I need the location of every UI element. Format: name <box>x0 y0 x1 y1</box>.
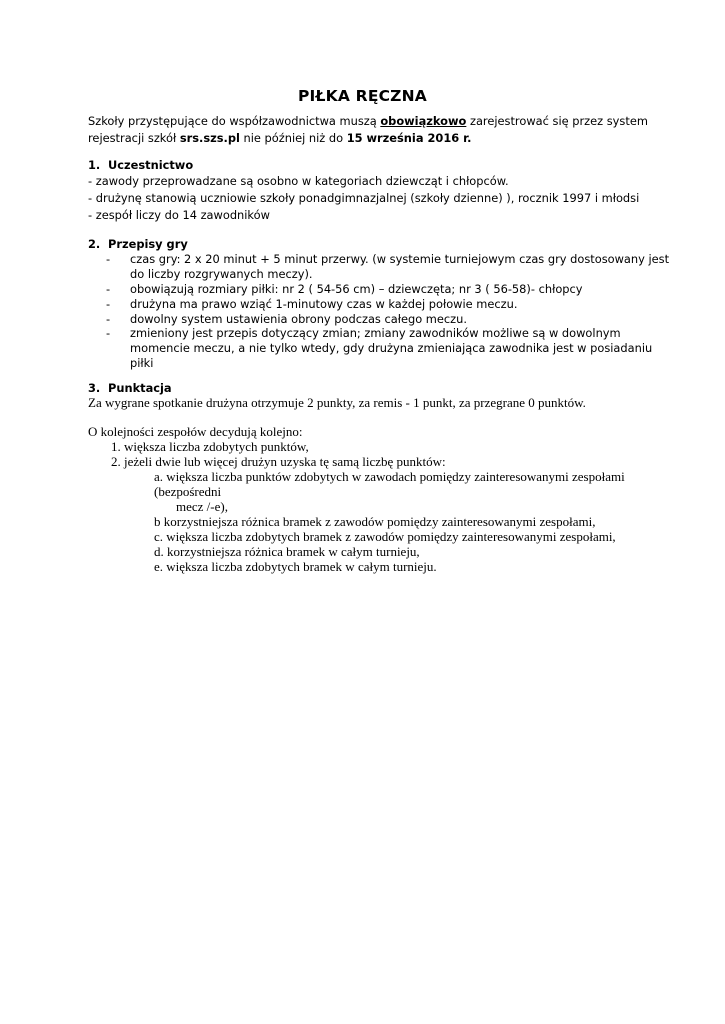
order-subitem: d. korzystniejsza różnica bramek w całym turnieju, <box>154 544 420 559</box>
intro-text: nie później niż do <box>239 131 347 145</box>
section-3-number: 3. <box>88 381 101 395</box>
list-dash: - <box>106 252 111 266</box>
rule-item-cont: momencie meczu, a nie tylko wtedy, gdy drużyna zmieniająca zawodnika jest w posiadaniu <box>130 341 653 355</box>
order-subitem: a. większa liczba punktów zdobytych w zawodach pomiędzy zainteresowanymi zespołami <box>154 469 625 484</box>
intro-text: rejestracji szkół <box>88 131 180 145</box>
registration-site: srs.szs.pl <box>179 131 240 145</box>
section-1-number: 1. <box>88 158 101 172</box>
rule-item: zmieniony jest przepis dotyczący zmian; zmiany zawodników możliwe są w dowolnym <box>130 326 621 340</box>
order-subitem: b korzystniejsza różnica bramek z zawodów pomiędzy zainteresowanymi zespołami, <box>154 514 596 529</box>
page-title: PIŁKA RĘCZNA <box>298 87 427 105</box>
rule-item: czas gry: 2 x 20 minut + 5 minut przerwy. (w systemie turniejowym czas gry dostosowany jest <box>130 252 670 266</box>
section-1-line: - zawody przeprowadzane są osobno w kategoriach dziewcząt i chłopców. <box>88 174 509 188</box>
rule-item-cont: piłki <box>130 356 154 370</box>
list-dash: - <box>106 312 111 326</box>
section-3-text: Za wygrane spotkanie drużyna otrzymuje 2 punkty, za remis - 1 punkt, za przegrane 0 punktów. <box>88 395 586 410</box>
order-item: 1. większa liczba zdobytych punktów, <box>111 439 309 454</box>
intro-line-1 <box>88 113 648 129</box>
section-2-number: 2. <box>88 237 101 251</box>
rule-item: obowiązują rozmiary piłki: nr 2 ( 54-56 cm) – dziewczęta; nr 3 ( 56-58)- chłopcy <box>130 282 583 296</box>
intro-text: zarejestrować się przez system <box>466 114 648 128</box>
rule-item: dowolny system ustawienia obrony podczas całego meczu. <box>130 312 467 326</box>
section-1-line: - drużynę stanowią uczniowie szkoły ponadgimnazjalnej (szkoły dzienne) ), rocznik 1997 i młodsi <box>88 191 640 205</box>
section-1-heading: Uczestnictwo <box>108 158 194 172</box>
intro-emphasis: obowiązkowo <box>380 114 467 128</box>
order-subitem: e. większa liczba zdobytych bramek w całym turnieju. <box>154 559 437 574</box>
deadline-date: 15 września 2016 r. <box>346 131 472 145</box>
order-subitem: c. większa liczba zdobytych bramek z zawodów pomiędzy zainteresowanymi zespołami, <box>154 529 616 544</box>
section-3-heading: Punktacja <box>108 381 172 395</box>
intro-line-2 <box>88 130 471 146</box>
list-dash: - <box>106 326 111 340</box>
list-dash: - <box>106 282 111 296</box>
order-intro: O kolejności zespołów decydują kolejno: <box>88 424 303 439</box>
order-item: 2. jeżeli dwie lub więcej drużyn uzyska tę samą liczbę punktów: <box>111 454 446 469</box>
section-1-line: - zespół liczy do 14 zawodników <box>88 208 270 222</box>
rule-item: drużyna ma prawo wziąć 1-minutowy czas w każdej połowie meczu. <box>130 297 518 311</box>
intro-text: Szkoły przystępujące do współzawodnictwa muszą <box>88 114 381 128</box>
list-dash: - <box>106 297 111 311</box>
order-subitem-cont: (bezpośredni <box>154 484 222 499</box>
order-subitem-cont: mecz /-e), <box>176 499 228 514</box>
rule-item-cont: do liczby rozgrywanych meczy). <box>130 267 313 281</box>
section-2-heading: Przepisy gry <box>108 237 188 251</box>
